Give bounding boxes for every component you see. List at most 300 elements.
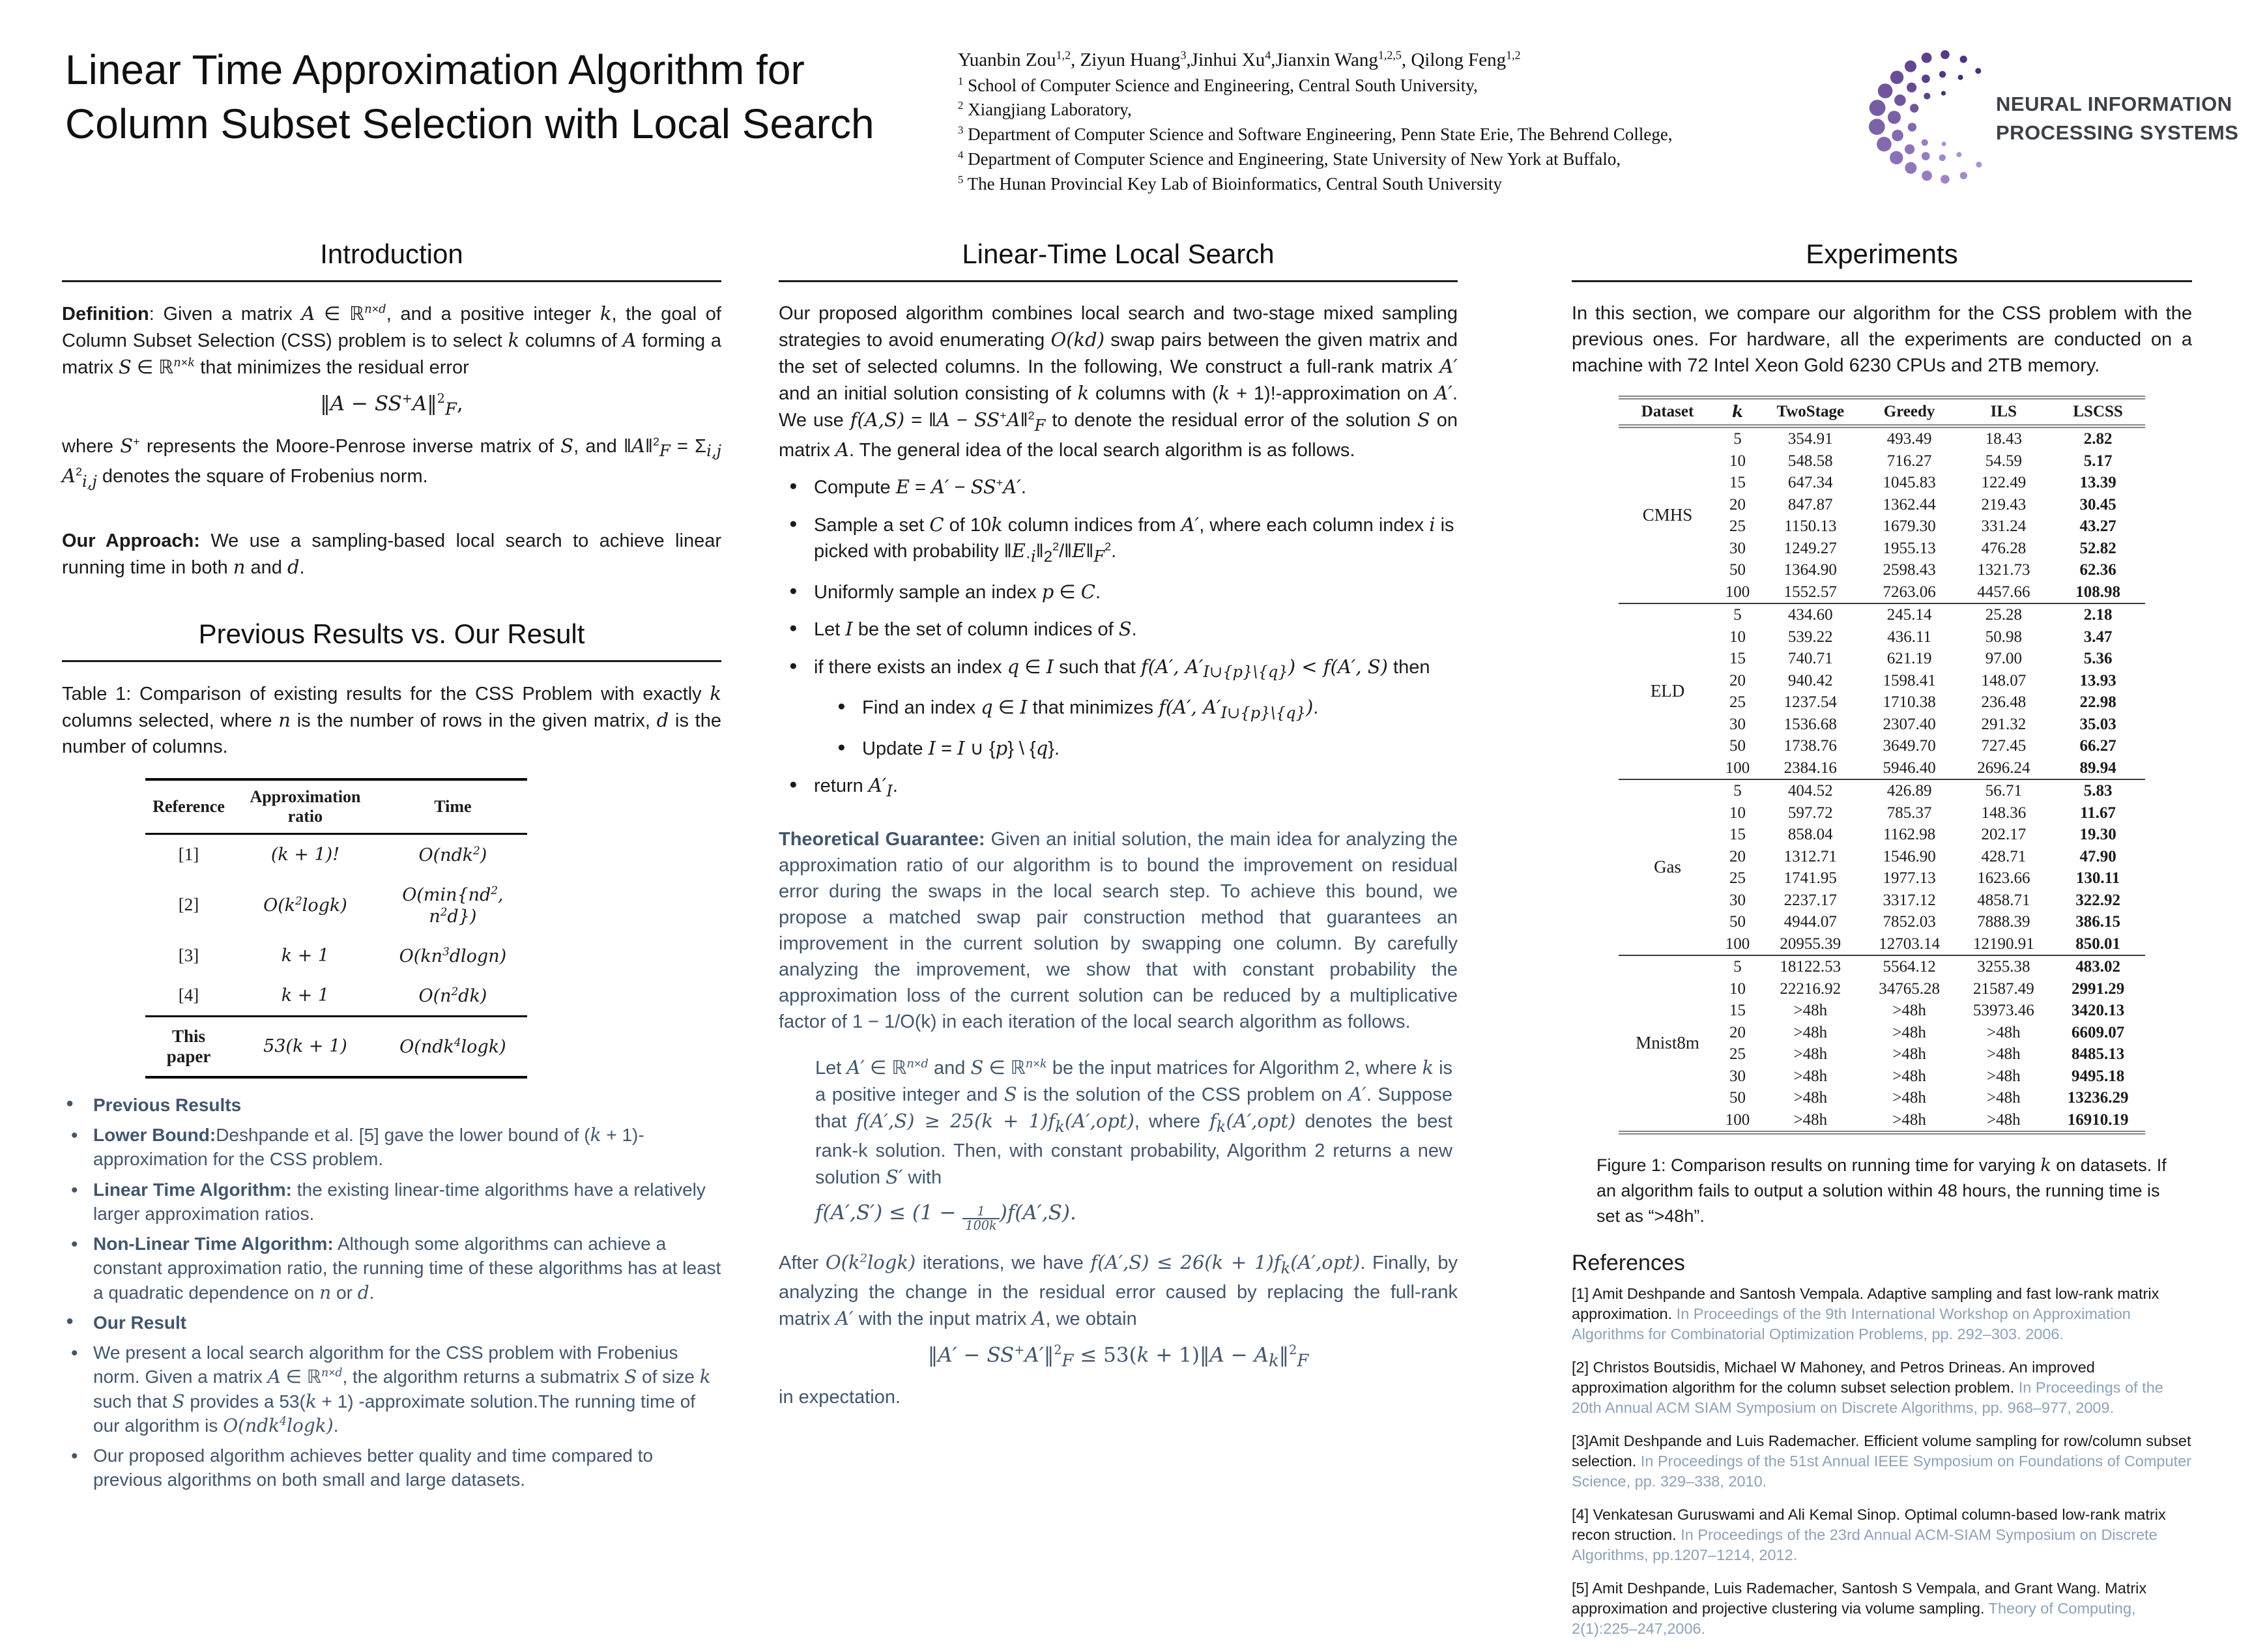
reference-main: [2] Christos Boutsidis, Michael W Mahoney, and Petros Drineas. An improved approximation algorithm for the column subset selection problem. [1572,1359,2095,1397]
bullet-our-result: ● Our Result [62,1311,721,1335]
logo-dot [1894,94,1906,106]
table-cell: 1741.95 [1783,869,1837,888]
table-cell: >48h [1987,1045,2021,1064]
logo-dot [1976,162,1982,167]
table-row [145,936,527,976]
table-cell: 2.82 [2083,430,2113,448]
logo-dot [1941,50,1950,59]
table-row [1619,603,2145,626]
table-cell: 20955.39 [1780,935,1841,953]
bullet-lower-bound: • Lower Bound:Deshpande et al. [5] gave the lower bound of (k + 1)-approximation for the CSS problem. [62,1123,721,1171]
reference-main: [3]Amit Deshpande and Luis Rademacher. Efficient volume sampling for row/column subset selection. [1572,1432,2191,1470]
section-heading-local-search: Linear-Time Local Search [962,239,1275,269]
table-cell: 25 [1729,517,1746,536]
section-heading-introduction: Introduction [320,239,463,269]
logo-dot [1939,71,1946,78]
table-cell: 539.22 [1787,628,1833,646]
table-cell: 15 [1729,474,1746,492]
table-cell: 3.47 [2083,628,2113,646]
algorithm-step: ● Let I be the set of column indices of S. [779,616,1458,643]
table-cell: 12190.91 [1972,935,2034,953]
table-cell: >48h [1987,1023,2021,1041]
table1-caption: Table 1: Comparison of existing results for the CSS Problem with exactly k columns selected, where n is the number of rows in the given matrix, d is the number of columns. [62,682,722,757]
table-cell: (k + 1)! [270,844,340,865]
bullet-better-quality: • Our proposed algorithm achieves better quality and time compared to previous algorithms on both small and large datasets. [62,1443,721,1492]
reference-venue: In Proceedings of the 51st Annual IEEE Symposium on Foundations of Computer Science, pp. 329–338, 2010. [1572,1453,2191,1490]
table-cell: 20 [1729,671,1746,689]
table-cell: 4457.66 [1977,583,2030,601]
theoretical-guarantee-paragraph: Theoretical Guarantee: Given an initial solution, the main idea for analyzing the approximation ratio of our algorithm is to bound the improvement on residual error during the swaps in the local search step. To achieve this bound, we propose a matched swap pair construction method that guarantees an improvement in the current solution by swapping one column. By carefully analyzing the improvement, we show that with constant probability the approximation loss of the current solution can be reduced by a multiplicative factor of 1 − 1/O(k) in each iteration of the local search algorithm as follows. [779,829,1458,1033]
bullet-linear-time: • Linear Time Algorithm: the existing linear-time algorithms have a relatively larger approximation ratios. [62,1178,721,1226]
table-cell: 3317.12 [1883,891,1936,909]
table-cell: 236.48 [1981,693,2027,712]
table-cell: 716.27 [1886,452,1932,470]
final-bound-formula: ‖A′ − SS+A′‖$^2_F$ ≤ 53(k + 1)‖A − $A_k‖^2_F$ [927,1342,1309,1371]
table-cell: 122.49 [1981,474,2027,492]
experiments-intro: In this section, we compare our algorithm for the CSS problem with the previous ones. For hardware, all the experiments are conducted on a machine with 72 Intel Xeon Gold 6230 CPUs and 2TB memory. [1572,303,2192,377]
logo-dot [1922,53,1932,63]
table-cell: 130.11 [2075,869,2120,888]
table-cell: $O(k^2\log k)$ [263,894,347,916]
table-cell: 548.58 [1787,452,1833,470]
table-cell: 1598.41 [1883,671,1936,689]
table-cell: 1162.98 [1883,826,1936,844]
local-search-intro: Our proposed algorithm combines local search and two-stage mixed sampling strategies to avoid enumerating O(kd) swap pairs between the given matrix and the set of selected columns. In the following, We construct a full-rank matrix A′ and an initial solution consisting of k columns with (k + 1)!-approximation on A′. We use f(A,S) = ‖A − SS+A‖$^2_F$ to denote the residual error of the solution S on matrix A. The general idea of the local search algorithm is as follows. [779,303,1458,461]
reference-item [1572,1578,2192,1639]
logo-dot [1892,130,1903,141]
neurips-logo [1862,25,2240,207]
column-introduction [62,239,721,1498]
table-cell: O(ndk$^2$) [418,843,487,865]
table-cell: 1249.27 [1783,539,1837,557]
logo-dot [1942,141,1946,146]
table-cell: 89.94 [2079,759,2116,777]
table-cell: 50 [1729,913,1746,931]
reference-item [1572,1431,2192,1492]
table-cell: 1710.38 [1883,693,1936,712]
table-cell: 148.36 [1981,804,2027,822]
table-cell: 13.39 [2079,474,2116,492]
bullet-previous-results: ● Previous Results [62,1093,721,1117]
table-cell: 245.14 [1886,606,1932,624]
table-cell: 597.72 [1787,804,1833,822]
table-cell: 850.01 [2075,935,2120,953]
table-cell: 25 [1729,693,1746,712]
table-cell: 2991.29 [2071,979,2125,998]
table-cell: >48h [1793,1045,1828,1064]
experiments-table-wrapper [1619,396,2145,1135]
table-cell: >48h [1793,1067,1828,1085]
table-cell: 53(k + 1) [232,1016,379,1077]
table-cell: 50 [1729,1089,1746,1107]
reference-item [1572,1357,2192,1418]
logo-dot [1905,61,1916,72]
comparison-table [145,778,527,1079]
table-cell: 10 [1729,804,1746,822]
logo-dot [1910,104,1918,112]
table-cell: 1045.83 [1883,474,1936,492]
table-cell: $O(\min\{nd^2$, $n^2d$}) [402,883,504,927]
logo-dot [1922,152,1930,160]
table-cell: 1623.66 [1977,869,2030,888]
heading-rule [779,280,1458,282]
poster-title-line2: Column Subset Selection with Local Search [65,100,874,148]
column-header: Dataset [1619,398,1716,426]
table-cell: >48h [1793,1089,1828,1107]
table-row [1619,955,2145,978]
table-cell: >48h [1793,1002,1828,1020]
algorithm-step: ● Uniformly sample an index p ∈ C. [779,579,1458,605]
table-cell: >48h [1892,1023,1926,1041]
table-cell: 7263.06 [1883,583,1936,601]
logo-dot [1888,111,1901,124]
table-cell: 1546.90 [1883,847,1936,865]
table-cell: 940.42 [1787,671,1833,689]
table-header-row [145,779,527,834]
table-cell: 2307.40 [1883,715,1936,733]
table-cell: 8485.13 [2071,1045,2125,1064]
table-cell: 4858.71 [1977,891,2030,909]
table-cell: 12703.14 [1879,935,1940,953]
logo-dot [1905,162,1916,174]
heading-rule [62,280,721,282]
table-cell: [2] [178,895,199,915]
section-heading-previous-results: Previous Results vs. Our Result [198,618,585,649]
bullet-non-linear-time: • Non-Linear Time Algorithm: Although some algorithms can achieve a constant approximation ratio, the running time of these algorithms has at least a quadratic dependence on n or d. [62,1232,721,1305]
reference-main: [4] Venkatesan Guruswami and Ali Kemal Sinop. Optimal column-based low-rank matrix recon struction. [1572,1506,2166,1544]
affiliation-line: $^1$ School of Computer Science and Engineering, Central South University, [958,74,1478,95]
heading-rule [1572,280,2192,282]
column-local-search [779,239,1458,1419]
table-cell: 847.87 [1787,495,1833,514]
column-header: ILS [1956,398,2051,426]
table-cell: 30 [1729,891,1746,909]
table-cell: 436.11 [1887,628,1932,646]
table-cell: >48h [1892,1045,1926,1064]
table-cell: 30 [1729,539,1746,557]
table-cell: 7852.03 [1883,913,1936,931]
table-cell: 5 [1733,430,1742,448]
algorithm-step: ● return $A'_I$. [779,773,1458,803]
table-cell: 25 [1729,1045,1746,1064]
table-cell: 647.34 [1787,474,1833,492]
table-cell: 386.15 [2075,913,2120,931]
table-cell: 1150.13 [1784,517,1837,536]
logo-dot [1869,119,1885,135]
table-cell: >48h [1892,1110,1926,1129]
table-cell: >48h [1793,1110,1828,1129]
table-cell: 18.43 [1985,430,2022,448]
table-cell: 434.60 [1787,606,1833,624]
logo-dot [1922,74,1930,83]
logo-dot [1869,100,1886,116]
table-cell: 9495.18 [2071,1067,2125,1085]
table-header-row [1619,398,2145,426]
reference-item [1572,1505,2192,1565]
table-cell: k + 1 [281,945,330,966]
table-cell: 66.27 [2079,737,2116,755]
poster-title [65,43,874,151]
table-cell: 10 [1729,979,1746,998]
table-cell: 30 [1729,715,1746,733]
table-cell: 50.98 [1985,628,2022,646]
section-heading-experiments: Experiments [1806,239,1958,269]
table-cell: 858.04 [1787,826,1833,844]
comparison-table-wrapper [145,778,527,1079]
table-cell: 15 [1729,826,1746,844]
reference-venue: In Proceedings of the 20th Annual ACM SIAM Symposium on Discrete Algorithms, pp. 968–977, 2009. [1572,1379,2163,1417]
neurips-logo-dots-icon [1869,50,1982,184]
logo-text-line1: NEURAL INFORMATION [1996,93,2232,115]
logo-dot [1975,68,1981,74]
table-cell: 18122.53 [1780,958,1841,976]
table-cell: 5 [1733,958,1742,976]
logo-dot [1890,71,1903,84]
lemma-paragraph: Let A′ ∈ ℝ$^{n\times d}$ and S ∈ ℝ$^{n\times k}$ be the input matrices for Algorithm 2, where k is a positive integer and S is the solution of the CSS problem on A′. Suppose that $f(A',S) \ge 25(k + 1)f_k(A',opt)$, where $f_k(A',opt)$ denotes the best rank-k solution. Then, with constant probability, Algorithm 2 returns a new solution S′ with [815,1056,1453,1189]
table-cell: 483.02 [2075,958,2120,976]
table-cell: 322.92 [2075,891,2120,909]
table-cell: 3420.13 [2071,1002,2125,1020]
reference-venue: Theory of Computing, 2(1):225–247,2006. [1572,1600,2136,1638]
table-row [145,1016,527,1077]
table-cell: 54.59 [1985,452,2022,470]
frobenius-norm-paragraph: where S+ represents the Moore-Penrose inverse matrix of S, and ‖A‖$^2_F$ = $\Sigma_{i,j}$ $A^2_{i,j}$ denotes the square of Frobenius norm. [62,434,722,491]
table-cell: >48h [1892,1002,1926,1020]
table-cell: 52.82 [2079,539,2116,557]
logo-text-line2: PROCESSING SYSTEMS [1996,121,2239,144]
table-cell: 20 [1729,847,1746,865]
in-expectation-text: in expectation. [779,1386,901,1408]
table-cell: 16910.19 [2067,1110,2129,1129]
table-cell: This paper [145,1016,232,1077]
column-header: TwoStage [1759,398,1862,426]
table-cell: 50 [1729,737,1746,755]
table-cell: 62.36 [2079,561,2116,579]
table-cell: 22216.92 [1780,979,1841,998]
table-cell: $O(n^2dk)$ [418,984,487,1006]
table-cell: >48h [1987,1110,2021,1129]
algorithm-substep: ● Update I = I ∪ {p} \ {q}. [827,736,1458,762]
table-cell: 50 [1729,561,1746,579]
table-row [145,976,527,1017]
table-cell: >48h [1892,1067,1926,1085]
table-cell: 2384.16 [1783,759,1837,777]
table-cell: 100 [1725,1110,1750,1129]
logo-dot [1907,83,1916,93]
table-cell: 100 [1725,759,1750,777]
table-cell: 13236.29 [2067,1089,2129,1107]
reference-venue: In Proceedings of the 9th International Workshop on Approximation Algorithms for Combinatorial Optimization Problems, pp. 292–303. 2006. [1572,1305,2131,1343]
table-cell: 10 [1729,452,1746,470]
affiliation-line: $^5$ The Hunan Provincial Key Lab of Bioinformatics, Central South University [958,173,1502,194]
table-row [145,833,527,875]
column-header: Reference [145,779,232,834]
residual-error-formula: ‖A − SS+A‖$^2_F$, [320,391,463,420]
logo-dot [1941,175,1950,184]
experiments-table [1619,396,2145,1135]
dataset-label: ELD [1650,681,1685,701]
poster-title-line1: Linear Time Approximation Algorithm for [65,46,805,93]
table-cell: 4944.07 [1783,913,1837,931]
references-heading: References [1572,1251,1685,1276]
table-cell: >48h [1987,1067,2021,1085]
table-cell: >48h [1987,1089,2021,1107]
affiliation-line: $^4$ Department of Computer Science and Engineering, State University of New York at Buffalo, [958,148,1621,169]
algorithm-step: ● Sample a set C of 10k column indices from A′, where each column index i is picked with probability $‖E_{\cdot i}‖_2^2/‖E‖_F^2$. [779,512,1458,568]
table-cell: 5.36 [2083,650,2113,668]
table-cell: 7888.39 [1977,913,2030,931]
table-cell: [4] [178,985,199,1005]
table-cell: 15 [1729,650,1746,668]
table-cell: 785.37 [1886,804,1932,822]
table-cell: 727.45 [1981,737,2027,755]
table-cell: 100 [1725,935,1750,953]
logo-dot [1922,171,1932,181]
table-cell: 21587.49 [1972,979,2034,998]
table-cell: 354.91 [1787,430,1833,448]
reference-venue: In Proceedings of the 23rd Annual ACM-SIAM Symposium on Discrete Algorithms, pp.1207–1214, 2012. [1572,1526,2158,1564]
table-row [1619,779,2145,802]
table-cell: 1237.54 [1783,693,1837,712]
author-names: Yuanbin Zou$^{1,2}$, Ziyun Huang$^3$,Jinhui Xu$^4$,Jianxin Wang$^{1,2,5}$, Qilong Feng$^{1,2}$ [958,48,1521,70]
table-cell: 6609.07 [2071,1023,2125,1041]
table-cell: 219.43 [1981,495,2027,514]
logo-dot [1878,83,1893,98]
logo-dot [1941,91,1946,96]
logo-dot [1890,151,1903,164]
table-cell: 404.52 [1787,782,1833,800]
reference-main: [1] Amit Deshpande and Santosh Vempala. Adaptive sampling and fast low-rank matrix approximation. [1572,1285,2159,1323]
table-cell: 53973.46 [1972,1002,2034,1020]
column-header: Approximation ratio [232,779,379,834]
table-row [145,875,527,936]
table-cell: 2237.17 [1783,891,1837,909]
column-header: Greedy [1862,398,1957,426]
table-cell: 43.27 [2079,517,2116,536]
logo-dot [1924,93,1930,99]
table-cell: 148.07 [1981,671,2027,689]
algorithm-substep: ● Find an index q ∈ I that minimizes f(A′, $A'_{I\cup\{p\}\backslash\{q\}}$). [827,695,1458,725]
table-cell: 30 [1729,1067,1746,1085]
table-cell: 1552.57 [1783,583,1837,601]
our-approach-paragraph: Our Approach: We use a sampling-based local search to achieve linear running time in both n and d. [62,530,721,578]
table-cell: $O(kn^3dlogn)$ [399,944,507,966]
table-cell: 5 [1733,606,1742,624]
authors-block [958,47,1673,197]
table-cell: 1536.68 [1783,715,1837,733]
heading-rule [62,660,721,662]
definition-paragraph: Definition: Given a matrix A ∈ ℝ$^{n\times d}$, and a positive integer k, the goal of Column Subset Selection (CSS) problem is to select k columns of A forming a matrix S ∈ ℝ$^{n\times k}$ that minimizes the residual error [62,302,721,379]
table-cell: k + 1 [281,985,330,1006]
logo-dot [1939,154,1946,161]
algorithm-step: ● if there exists an index q ∈ I such that f(A′, $A'_{I\cup\{p\}\backslash\{q\}}) < f(A'$, S) then [779,654,1458,684]
table-cell: 100 [1725,583,1750,601]
table-cell: 1362.44 [1883,495,1936,514]
column-experiments [1572,239,2192,1652]
table-cell: 35.03 [2079,715,2116,733]
dataset-label: Mnist8m [1636,1033,1699,1053]
table-cell: 20 [1729,1023,1746,1041]
table-cell: 15 [1729,1002,1746,1020]
table-cell: 25 [1729,869,1746,888]
logo-dot [1958,75,1963,80]
logo-dot [1905,144,1914,154]
affiliation-line: $^3$ Department of Computer Science and Software Engineering, Penn State Erie, The Behrend College, [958,124,1673,145]
table-cell: 1738.76 [1783,737,1837,755]
logo-dot [1960,55,1967,63]
table-cell: 1679.30 [1883,517,1936,536]
table-cell: 1364.90 [1783,561,1837,579]
table-cell: 2696.24 [1977,759,2030,777]
table-cell: 291.32 [1981,715,2027,733]
table-cell: >48h [1892,1089,1926,1107]
affiliation-line: $^2$ Xiangjiang Laboratory, [958,99,1132,120]
table-row [1619,426,2145,450]
after-iterations-paragraph: After $O(k^2\log k)$ iterations, we have $f(A',S) \le 26(k + 1)f_k(A',opt)$. Finally, by analyzing the change in the residual error caused by replacing the full-rank matrix A′ with the input matrix A, we obtain [779,1251,1458,1330]
logo-dot [1922,139,1928,146]
table-cell: 47.90 [2079,847,2116,865]
column-header: Time [379,779,527,834]
table-cell: 30.45 [2079,495,2116,514]
table-cell: 740.71 [1787,650,1833,668]
table-cell: O(ndk$^4$logk) [379,1016,527,1077]
dataset-label: Gas [1654,857,1682,877]
table-cell: 5.17 [2083,452,2113,470]
table-cell: 3255.38 [1977,958,2030,976]
column-header: LSCSS [2051,398,2145,426]
figure1-caption: Figure 1: Comparison results on running time for varying k on datasets. If an algorithm fails to output a solution within 48 hours, the running time is set as “>48h”. [1596,1155,2167,1226]
results-bullets [62,1093,721,1492]
table-cell: 13.93 [2079,671,2116,689]
table-cell: 621.19 [1886,650,1932,668]
dataset-label: CMHS [1642,505,1693,525]
table-cell: 1955.13 [1883,539,1936,557]
table-cell: 97.00 [1985,650,2022,668]
table-cell: 2.18 [2083,606,2113,624]
table-cell: 5946.40 [1883,759,1936,777]
table-cell: 476.28 [1981,539,2027,557]
table-cell: 1977.13 [1883,869,1936,888]
table-cell: 25.28 [1985,606,2022,624]
logo-dot [1956,152,1961,157]
table-cell: 426.89 [1886,782,1932,800]
table-cell: 108.98 [2075,583,2120,601]
algorithm-steps [779,474,1458,803]
table-cell: 3649.70 [1883,737,1936,755]
table-cell: >48h [1793,1023,1828,1041]
table-cell: [1] [178,844,199,864]
table-cell: 22.98 [2079,693,2116,712]
table-cell: 56.71 [1985,782,2022,800]
table-cell: 10 [1729,628,1746,646]
logo-dot [1877,137,1892,152]
table-cell: 2598.43 [1883,561,1936,579]
table-cell: 5.83 [2083,782,2113,800]
reference-item [1572,1284,2192,1344]
table-cell: 202.17 [1981,826,2027,844]
table-cell: 34765.28 [1879,979,1940,998]
table-cell: 19.30 [2079,826,2116,844]
algorithm-step: ● Compute E = A′ − SS+A′. [779,474,1458,500]
table-cell: [3] [178,945,199,965]
table-cell: 5564.12 [1883,958,1936,976]
table-cell: 428.71 [1981,847,2027,865]
logo-dot [1908,123,1916,131]
column-header: k [1716,398,1759,426]
table-cell: 1321.73 [1977,561,2030,579]
table-cell: 493.49 [1886,430,1932,448]
logo-dot [1960,172,1967,179]
